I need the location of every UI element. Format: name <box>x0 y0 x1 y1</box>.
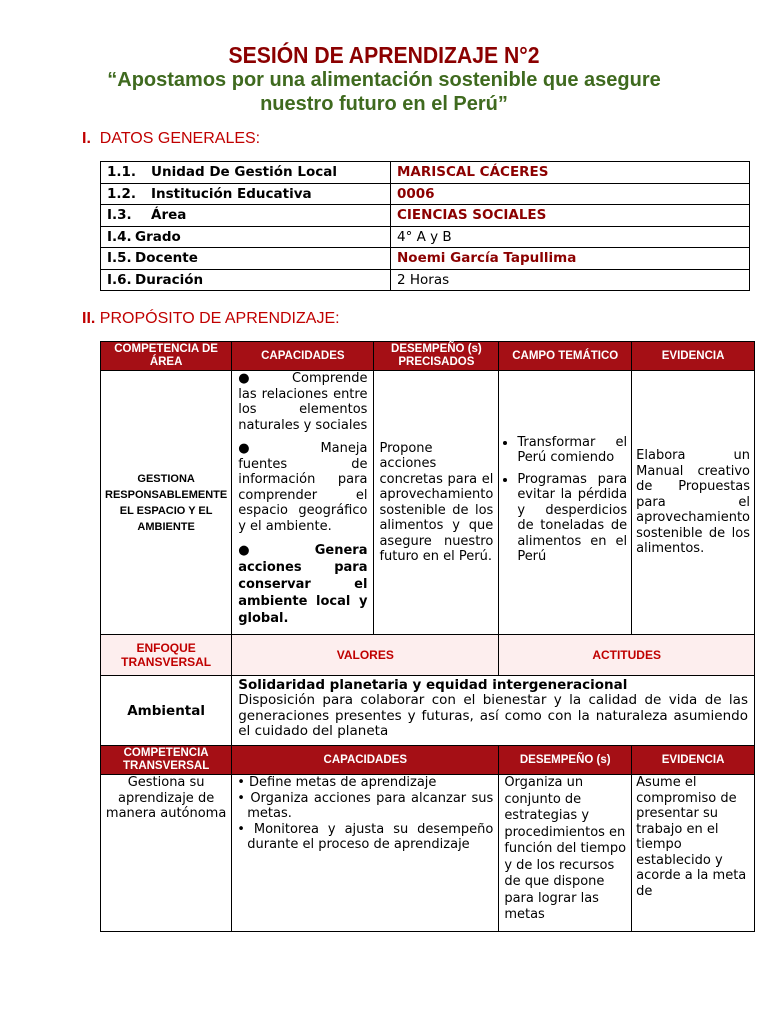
capacidad-item: Monitorea y ajusta su desempeño durante el proceso de aprendizaje <box>247 821 494 852</box>
header-row <box>101 342 755 371</box>
evidencia-cell: Elabora un Manual creativo de Propuestas para el aprovechamiento sostenible de los alimentos. <box>632 371 755 635</box>
section-number: I. <box>82 130 91 147</box>
table-row <box>101 226 750 248</box>
capacidad-item: Define metas de aprendizaje <box>249 775 437 790</box>
column-header: EVIDENCIA <box>632 342 755 371</box>
list-item: • Transformar el Perú comiendo <box>517 435 627 466</box>
capacidad-item: Organiza acciones para alcanzar sus metas. <box>247 790 494 821</box>
header-row <box>101 746 755 775</box>
valor-text: Solidaridad planetaria y equidad intergeneracional <box>238 677 628 693</box>
table-row <box>101 371 755 635</box>
section-number: II. <box>82 310 96 327</box>
bullet-icon: ● <box>238 441 258 456</box>
column-header: CAMPO TEMÁTICO <box>499 342 632 371</box>
row-label: Grado <box>135 228 181 245</box>
column-header: EVIDENCIA <box>632 746 755 775</box>
row-label: Unidad De Gestión Local <box>151 164 337 180</box>
section-label: DATOS GENERALES: <box>99 130 261 147</box>
row-number: I.5. <box>107 250 132 266</box>
column-header: VALORES <box>232 635 499 676</box>
table-row <box>101 205 750 227</box>
competencia-transversal-cell: Gestiona su aprendizaje de manera autónoma <box>101 775 232 932</box>
table-row <box>101 183 750 205</box>
table-row <box>101 676 755 746</box>
enfoque-name: Ambiental <box>101 676 232 746</box>
page-subtitle: “Apostamos por una alimentación sostenible que asegure nuestro futuro en el Perú” <box>107 69 661 115</box>
proposito-table <box>100 341 755 932</box>
enfoque-header-row <box>101 635 755 676</box>
column-header: ACTITUDES <box>499 635 755 676</box>
row-value: 4° A y B <box>391 226 750 248</box>
bullet-icon: • <box>237 775 245 790</box>
row-number: I.6. <box>107 271 132 288</box>
row-value: CIENCIAS SOCIALES <box>391 205 750 227</box>
datos-generales-table <box>100 161 750 291</box>
row-label: Docente <box>135 250 198 266</box>
row-value: 2 Horas <box>391 269 750 291</box>
page-title: SESIÓN DE APRENDIZAJE N°2 <box>228 42 540 68</box>
list-item: • Programas para evitar la pérdida y desperdicios de toneladas de alimentos en el Perú <box>517 472 627 565</box>
capacidades-transversal-cell <box>232 775 499 932</box>
column-header: DESEMPEÑO (s) <box>499 746 632 775</box>
bullet-icon: ● <box>238 371 254 386</box>
table-row <box>101 269 750 291</box>
bullet-icon: ● <box>238 543 257 558</box>
desempeno-transversal-cell: Organiza un conjunto de estrategias y procedimientos en función del tiempo y de los recursos de que dispone para lograr las metas <box>499 775 632 932</box>
column-header: DESEMPEÑO (s) PRECISADOS <box>374 342 499 371</box>
capacidad-item: Comprende las relaciones entre los elementos naturales y sociales <box>238 371 368 433</box>
row-number: 1.2. <box>107 185 137 202</box>
competencia-cell: GESTIONA RESPONSABLEMENTE EL ESPACIO Y EL AMBIENTE <box>101 371 232 635</box>
campo-tematico-cell <box>499 371 632 635</box>
row-label: Área <box>151 207 187 223</box>
section-proposito <box>82 310 340 328</box>
row-value: Noemi García Tapullima <box>391 248 750 270</box>
bullet-icon: • <box>237 821 245 837</box>
row-value: 0006 <box>391 183 750 205</box>
evidencia-transversal-cell: Asume el compromiso de presentar su trabajo en el tiempo establecido y acorde a la meta de <box>632 775 755 932</box>
column-header: COMPETENCIA TRANSVERSAL <box>101 746 232 775</box>
column-header: ENFOQUE TRANSVERSAL <box>101 635 232 676</box>
section-datos-generales <box>82 130 260 148</box>
capacidad-item: Maneja fuentes de información para comprender el espacio geográfico y el ambiente. <box>238 441 368 534</box>
column-header: CAPACIDADES <box>232 746 499 775</box>
row-number: I.3. <box>107 207 132 223</box>
row-value: MARISCAL CÁCERES <box>391 162 750 184</box>
bullet-icon: • <box>237 790 245 806</box>
table-row <box>101 248 750 270</box>
column-header: COMPETENCIA DE ÁREA <box>101 342 232 371</box>
table-row <box>101 775 755 932</box>
row-number: I.4. <box>107 228 132 245</box>
table-row <box>101 162 750 184</box>
actitud-text: Disposición para colaborar con el bienestar y la calidad de vida de las generaciones presentes y futuras, así como con la naturaleza asumiendo el cuidado del planeta <box>238 692 748 739</box>
row-label: Institución Educativa <box>151 185 312 202</box>
enfoque-detail <box>232 676 755 746</box>
capacidades-cell <box>232 371 374 635</box>
column-header: CAPACIDADES <box>232 342 374 371</box>
desempeno-cell: Propone acciones concretas para el aprovechamiento sostenible de los alimentos y que asegure nuestro futuro en el Perú. <box>374 371 499 635</box>
row-label: Duración <box>135 271 204 288</box>
section-label: PROPÓSITO DE APRENDIZAJE: <box>99 310 340 327</box>
capacidad-item: Genera acciones para conservar el ambiente local y global. <box>238 543 368 626</box>
row-number: 1.1. <box>107 164 137 180</box>
